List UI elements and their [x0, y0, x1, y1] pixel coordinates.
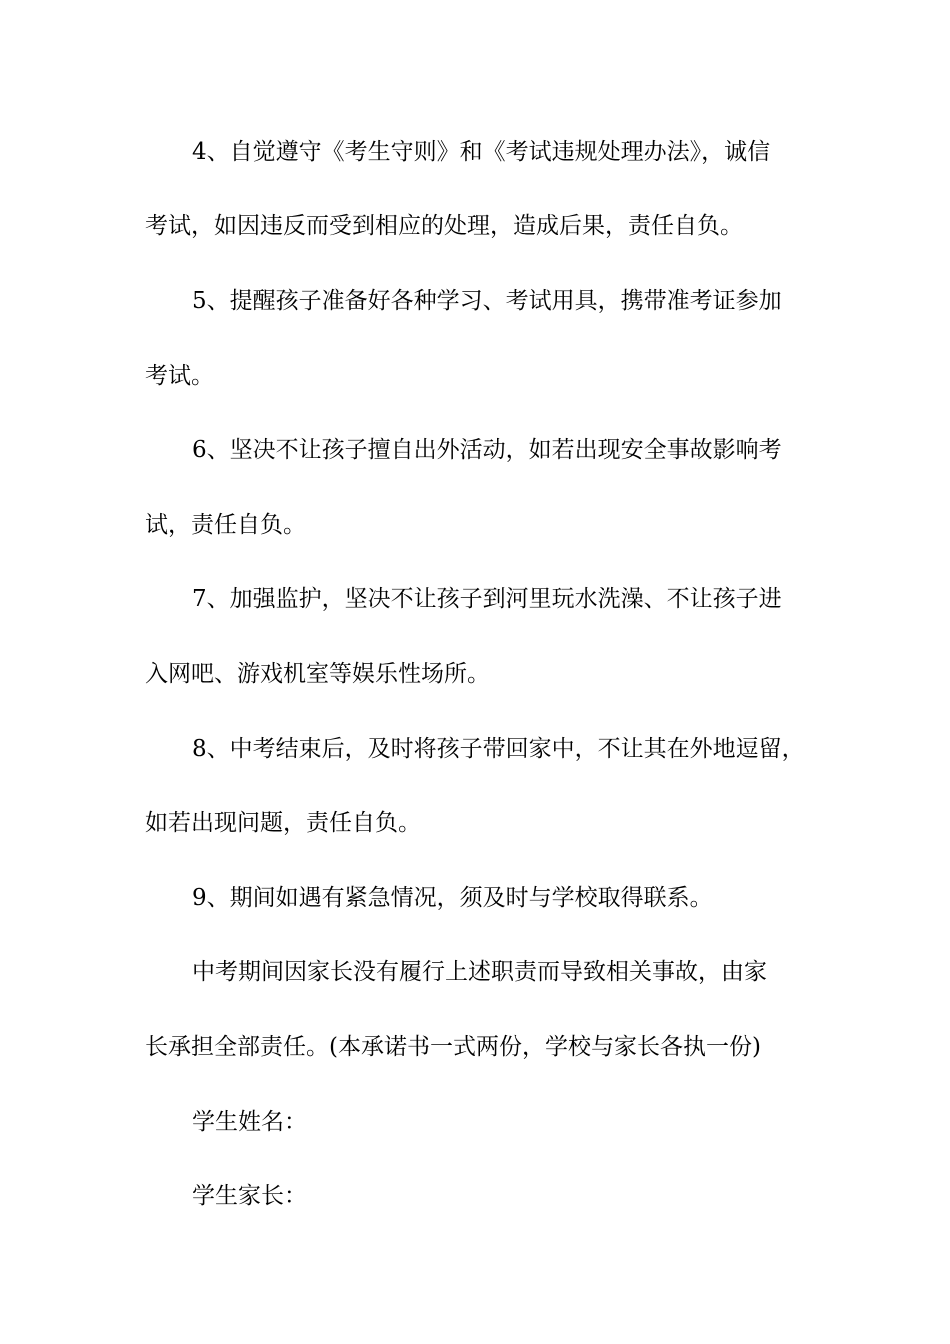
paragraph-item-8-line-2: 如若出现问题，责任自负。: [145, 810, 421, 836]
paragraph-item-7-line-2: 入网吧、游戏机室等娱乐性场所。: [145, 661, 490, 687]
paragraph-item-4-line-1: 4、自觉遵守《考生守则》和《考试违规处理办法》，诚信: [192, 139, 771, 165]
paragraph-item-8-line-1: 8、中考结束后，及时将孩子带回家中，不让其在外地逗留，: [192, 736, 805, 762]
paragraph-item-5-line-1: 5、提醒孩子准备好各种学习、考试用具，携带准考证参加: [192, 288, 782, 314]
paragraph-item-6-line-1: 6、坚决不让孩子擅自出外活动，如若出现安全事故影响考: [192, 437, 782, 463]
student-name-label: 学生姓名：: [192, 1109, 307, 1135]
parent-signature-label: 学生家长：: [192, 1183, 307, 1209]
paragraph-item-4-line-2: 考试，如因违反而受到相应的处理，造成后果，责任自负。: [145, 213, 743, 239]
paragraph-item-9: 9、期间如遇有紧急情况，须及时与学校取得联系。: [192, 885, 713, 911]
paragraph-item-6-line-2: 试，责任自负。: [145, 512, 306, 538]
responsibility-statement-line-1: 中考期间因家长没有履行上述职责而导致相关事故，由家: [192, 959, 767, 985]
responsibility-statement-line-2: 长承担全部责任。(本承诺书一式两份，学校与家长各执一份): [145, 1034, 761, 1060]
paragraph-item-5-line-2: 考试。: [145, 363, 214, 389]
paragraph-item-7-line-1: 7、加强监护，坚决不让孩子到河里玩水洗澡、不让孩子进: [192, 586, 782, 612]
